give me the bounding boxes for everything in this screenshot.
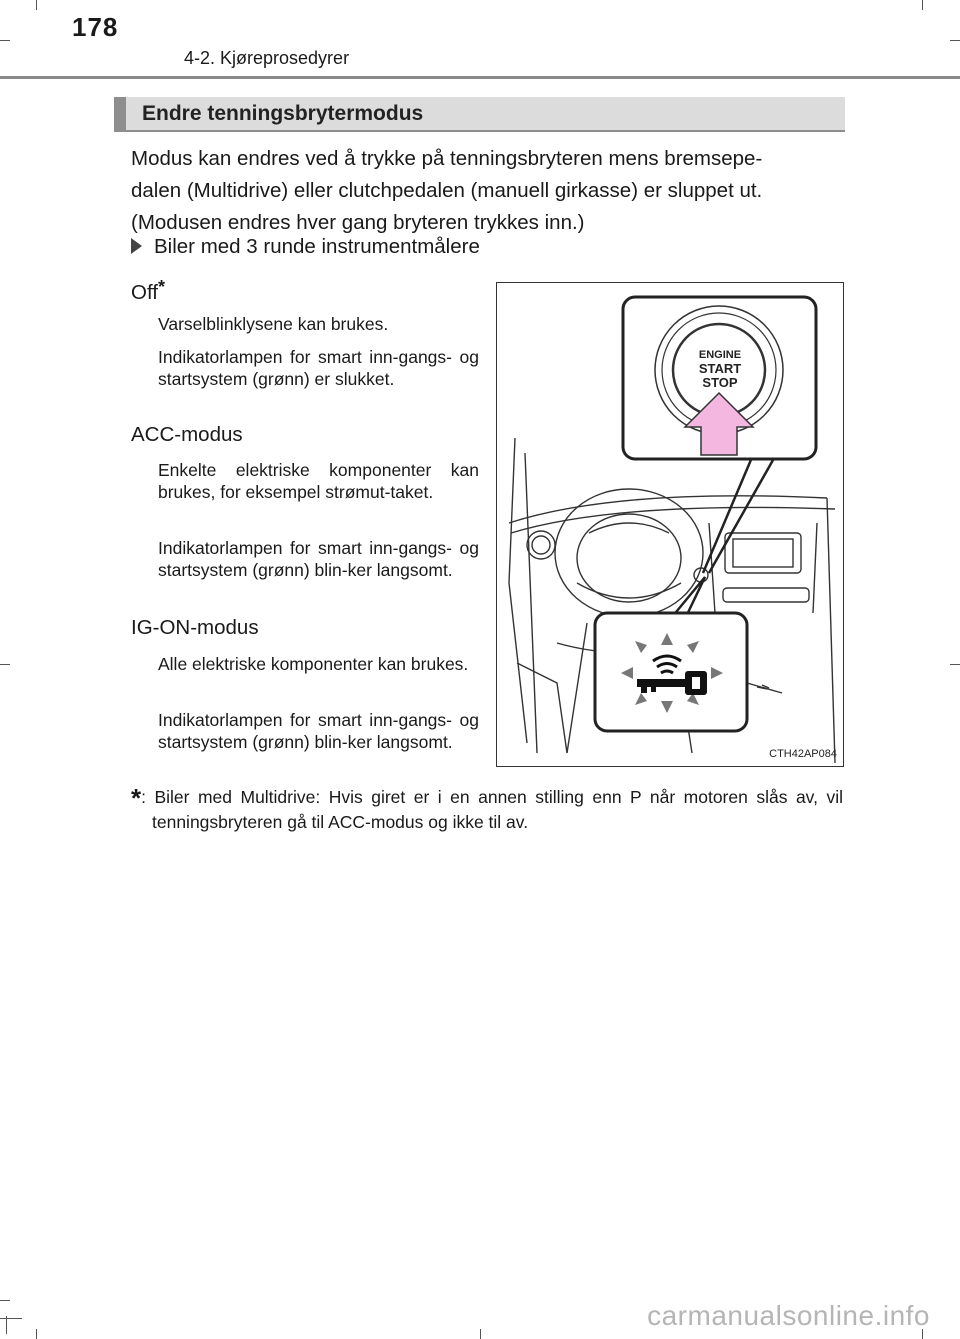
vehicle-variant-bullet bbox=[131, 235, 480, 259]
crop-mark bbox=[950, 664, 960, 665]
crop-mark bbox=[950, 40, 960, 41]
mode-paragraph: Indikatorlampen for smart inn-gangs- og startsystem (grønn) blin-ker langsomt. bbox=[158, 538, 479, 580]
intro-paragraph bbox=[131, 143, 843, 239]
mode-paragraph: Enkelte elektriske komponenter kan brukes, for eksempel strømut-taket. bbox=[158, 460, 479, 502]
button-text-start: START bbox=[698, 361, 742, 376]
crop-mark bbox=[0, 1318, 22, 1319]
crop-mark bbox=[0, 664, 10, 665]
crop-mark bbox=[922, 0, 923, 10]
crop-mark bbox=[36, 0, 37, 10]
footnote-star: * bbox=[131, 783, 142, 813]
section-title: Endre tenningsbrytermodus bbox=[142, 102, 424, 125]
footnote-text: : Biler med Multidrive: Hvis giret er i en annen stilling enn P når motoren slås av, vil tenningsbryteren gå til ACC-modus og ikke til av. bbox=[141, 787, 843, 832]
bullet-text: Biler med 3 runde instrumentmålere bbox=[154, 235, 480, 258]
button-text-engine: ENGINE bbox=[698, 349, 742, 361]
mode-title-off bbox=[131, 277, 165, 305]
page-number: 178 bbox=[72, 12, 119, 42]
mode-paragraph: Varselblinklysene kan brukes. bbox=[158, 314, 389, 334]
footnote-marker: * bbox=[157, 277, 165, 297]
dashboard-illustration bbox=[496, 282, 844, 767]
mode-title-text: Off bbox=[131, 281, 158, 304]
mode-title-ig-on: IG-ON-modus bbox=[131, 616, 259, 639]
intro-line: Modus kan endres ved å trykke på tenningsbryteren mens bremsepe- bbox=[131, 147, 763, 170]
mode-title-acc: ACC-modus bbox=[131, 423, 243, 446]
mode-paragraph: Alle elektriske komponenter kan brukes. bbox=[158, 654, 469, 674]
mode-paragraph: Indikatorlampen for smart inn-gangs- og startsystem (grønn) blin-ker langsomt. bbox=[158, 710, 479, 752]
intro-line: dalen (Multidrive) eller clutchpedalen (manuell girkasse) er sluppet ut. bbox=[131, 179, 763, 202]
crop-mark bbox=[0, 1300, 10, 1301]
intro-line: (Modusen endres hver gang bryteren trykkes inn.) bbox=[131, 211, 585, 234]
footnote bbox=[131, 785, 843, 834]
watermark: carmanualsonline.info bbox=[647, 1300, 930, 1331]
button-text-stop: STOP bbox=[702, 375, 738, 390]
header-rule bbox=[0, 76, 960, 79]
chapter-title: 4-2. Kjøreprosedyrer bbox=[184, 48, 350, 68]
crop-mark bbox=[36, 1329, 37, 1339]
crop-mark bbox=[480, 1329, 481, 1339]
triangle-bullet-icon bbox=[131, 238, 142, 254]
dashboard-drawing bbox=[497, 283, 844, 767]
figure-code: CTH42AP084 bbox=[769, 748, 837, 760]
mode-paragraph: Indikatorlampen for smart inn-gangs- og startsystem (grønn) er slukket. bbox=[158, 347, 479, 389]
crop-mark bbox=[0, 40, 10, 41]
section-header bbox=[114, 97, 845, 132]
